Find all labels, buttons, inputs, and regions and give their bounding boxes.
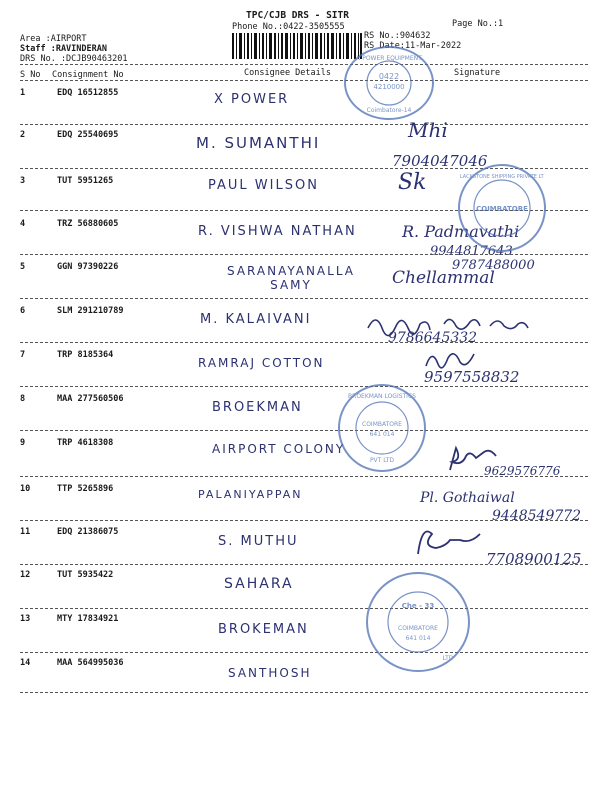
col-header-sno: S No — [20, 70, 41, 80]
row-signature-scribble — [412, 524, 492, 568]
row-signature: Mhi — [408, 118, 448, 142]
row-divider — [20, 564, 588, 565]
stamp-graphic — [346, 48, 432, 118]
svg-text:641 014: 641 014 — [405, 635, 431, 642]
svg-text:641 014: 641 014 — [369, 431, 395, 438]
blackstone-stamp — [458, 164, 546, 252]
svg-text:LTD: LTD — [442, 655, 454, 662]
row-consignment: TRP 8185364 — [57, 350, 114, 360]
row-consignee: AIRPORT COLONY — [212, 442, 346, 456]
row-phone: 7708900125 — [486, 550, 582, 568]
row-sno: 13 — [20, 614, 31, 624]
row-sno: 11 — [20, 527, 31, 537]
signature-scribble — [412, 524, 492, 564]
row-consignee: SANTHOSH — [228, 666, 312, 680]
row-phone: 9629576776 — [484, 464, 561, 478]
row-divider — [20, 652, 588, 653]
row-sno: 9 — [20, 438, 26, 448]
document-title: TPC/CJB DRS - SITR — [246, 10, 349, 21]
row-signature: R. Padmavathi — [402, 222, 520, 241]
row-sno: 7 — [20, 350, 26, 360]
row-sno: 12 — [20, 570, 31, 580]
col-header-signature: Signature — [454, 68, 501, 78]
page-number: Page No.:1 — [452, 19, 504, 29]
row-consignment: TUT 5951265 — [57, 176, 114, 186]
row-consignment: EDQ 21386075 — [57, 527, 119, 537]
row-sno: 6 — [20, 306, 26, 316]
row-phone: 9786645332 — [388, 330, 478, 346]
svg-text:0422: 0422 — [378, 72, 400, 81]
phone-number: Phone No.:0422-3505555 — [232, 22, 345, 32]
row-sno: 4 — [20, 219, 26, 229]
row-signature: Pl. Gothaiwal — [420, 490, 515, 506]
broekman-logistics-stamp — [338, 384, 426, 472]
row-phone: 7904047046 — [392, 152, 488, 170]
svg-text:X POWER EQUIPMENT: X POWER EQUIPMENT — [356, 55, 422, 62]
row-consignee: X POWER — [214, 92, 290, 107]
row-sno: 3 — [20, 176, 26, 186]
row-phone: 9944817643 — [430, 244, 513, 259]
che-coimbatore-stamp — [366, 572, 470, 672]
row-consignee: S. MUTHU — [218, 534, 299, 549]
svg-text:PVT LTD: PVT LTD — [369, 457, 395, 464]
row-sno: 2 — [20, 130, 26, 140]
row-consignee: PALANIYAPPAN — [198, 488, 303, 501]
row-divider — [20, 342, 588, 343]
row-consignee: RAMRAJ COTTON — [198, 356, 325, 370]
row-sno: 5 — [20, 262, 26, 272]
stamp-graphic — [368, 574, 468, 670]
row-phone: 9787488000 — [452, 258, 535, 273]
svg-text:BROEKMAN LOGISTICS: BROEKMAN LOGISTICS — [348, 393, 416, 400]
row-consignee: M. KALAIVANI — [200, 312, 312, 327]
row-consignment: EDQ 25540695 — [57, 130, 119, 140]
header-divider — [20, 64, 588, 65]
row-consignee: BROKEMAN — [218, 622, 309, 637]
row-sno: 10 — [20, 484, 31, 494]
row-consignment: GGN 97390226 — [57, 262, 119, 272]
row-consignee: SARANAYANALLA SAMY — [226, 264, 355, 292]
row-consignment: TRZ 56880605 — [57, 219, 119, 229]
row-consignee: PAUL WILSON — [208, 178, 319, 193]
row-phone: 9597558832 — [424, 368, 520, 386]
row-consignee: BROEKMAN — [212, 400, 303, 415]
svg-text:4210000: 4210000 — [373, 83, 405, 91]
stamp-graphic — [340, 386, 424, 470]
staff-label: Staff :RAVINDERAN — [20, 44, 107, 54]
row-consignment: MTY 17834921 — [57, 614, 119, 624]
row-divider — [20, 692, 588, 693]
col-header-consignee: Consignee Details — [244, 68, 331, 78]
row-consignment: MAA 564995036 — [57, 658, 124, 668]
row-sno: 14 — [20, 658, 31, 668]
row-divider — [20, 254, 588, 255]
svg-text:BLACKSTONE SHIPPING PRIVATE LT: BLACKSTONE SHIPPING PRIVATE LTD — [460, 174, 544, 180]
row-divider — [20, 608, 588, 609]
row-consignee: R. VISHWA NATHAN — [198, 224, 357, 239]
row-sno: 8 — [20, 394, 26, 404]
barcode-graphic — [232, 33, 362, 59]
stamp-graphic — [460, 166, 544, 250]
row-signature: Chellammal — [392, 268, 495, 288]
row-consignee: SAHARA — [224, 576, 294, 592]
svg-text:COIMBATORE: COIMBATORE — [398, 625, 438, 632]
x-power-stamp — [344, 46, 434, 120]
row-consignment: SLM 291210789 — [57, 306, 124, 316]
row-divider — [20, 298, 588, 299]
row-divider — [20, 520, 588, 521]
svg-text:Coimbatore-14: Coimbatore-14 — [366, 107, 412, 114]
area-label: Area :AIRPORT — [20, 34, 87, 44]
row-divider — [20, 386, 588, 387]
rs-number: RS No.:904632 — [364, 31, 431, 41]
row-sno: 1 — [20, 88, 26, 98]
row-consignment: TRP 4618308 — [57, 438, 114, 448]
row-signature: Sk — [398, 170, 427, 195]
row-consignment: TUT 5935422 — [57, 570, 114, 580]
row-consignee: M. SUMANTHI — [196, 134, 321, 152]
row-consignment: TTP 5265896 — [57, 484, 114, 494]
drs-number: DRS No. :DCJB90463201 — [20, 54, 128, 64]
svg-text:Che - 33: Che - 33 — [401, 602, 435, 610]
svg-text:COIMBATORE: COIMBATORE — [476, 205, 528, 213]
row-consignment: EDQ 16512855 — [57, 88, 119, 98]
rs-date: RS Date:11-Mar-2022 — [364, 41, 462, 51]
row-divider — [20, 476, 588, 477]
column-header-divider — [20, 80, 588, 81]
row-phone: 9448549772 — [492, 508, 582, 524]
col-header-consignment: Consignment No — [52, 70, 124, 80]
barcode — [232, 33, 362, 59]
row-divider — [20, 124, 588, 125]
row-consignment: MAA 277560506 — [57, 394, 124, 404]
row-divider — [20, 430, 588, 431]
svg-text:COIMBATORE: COIMBATORE — [362, 421, 402, 428]
